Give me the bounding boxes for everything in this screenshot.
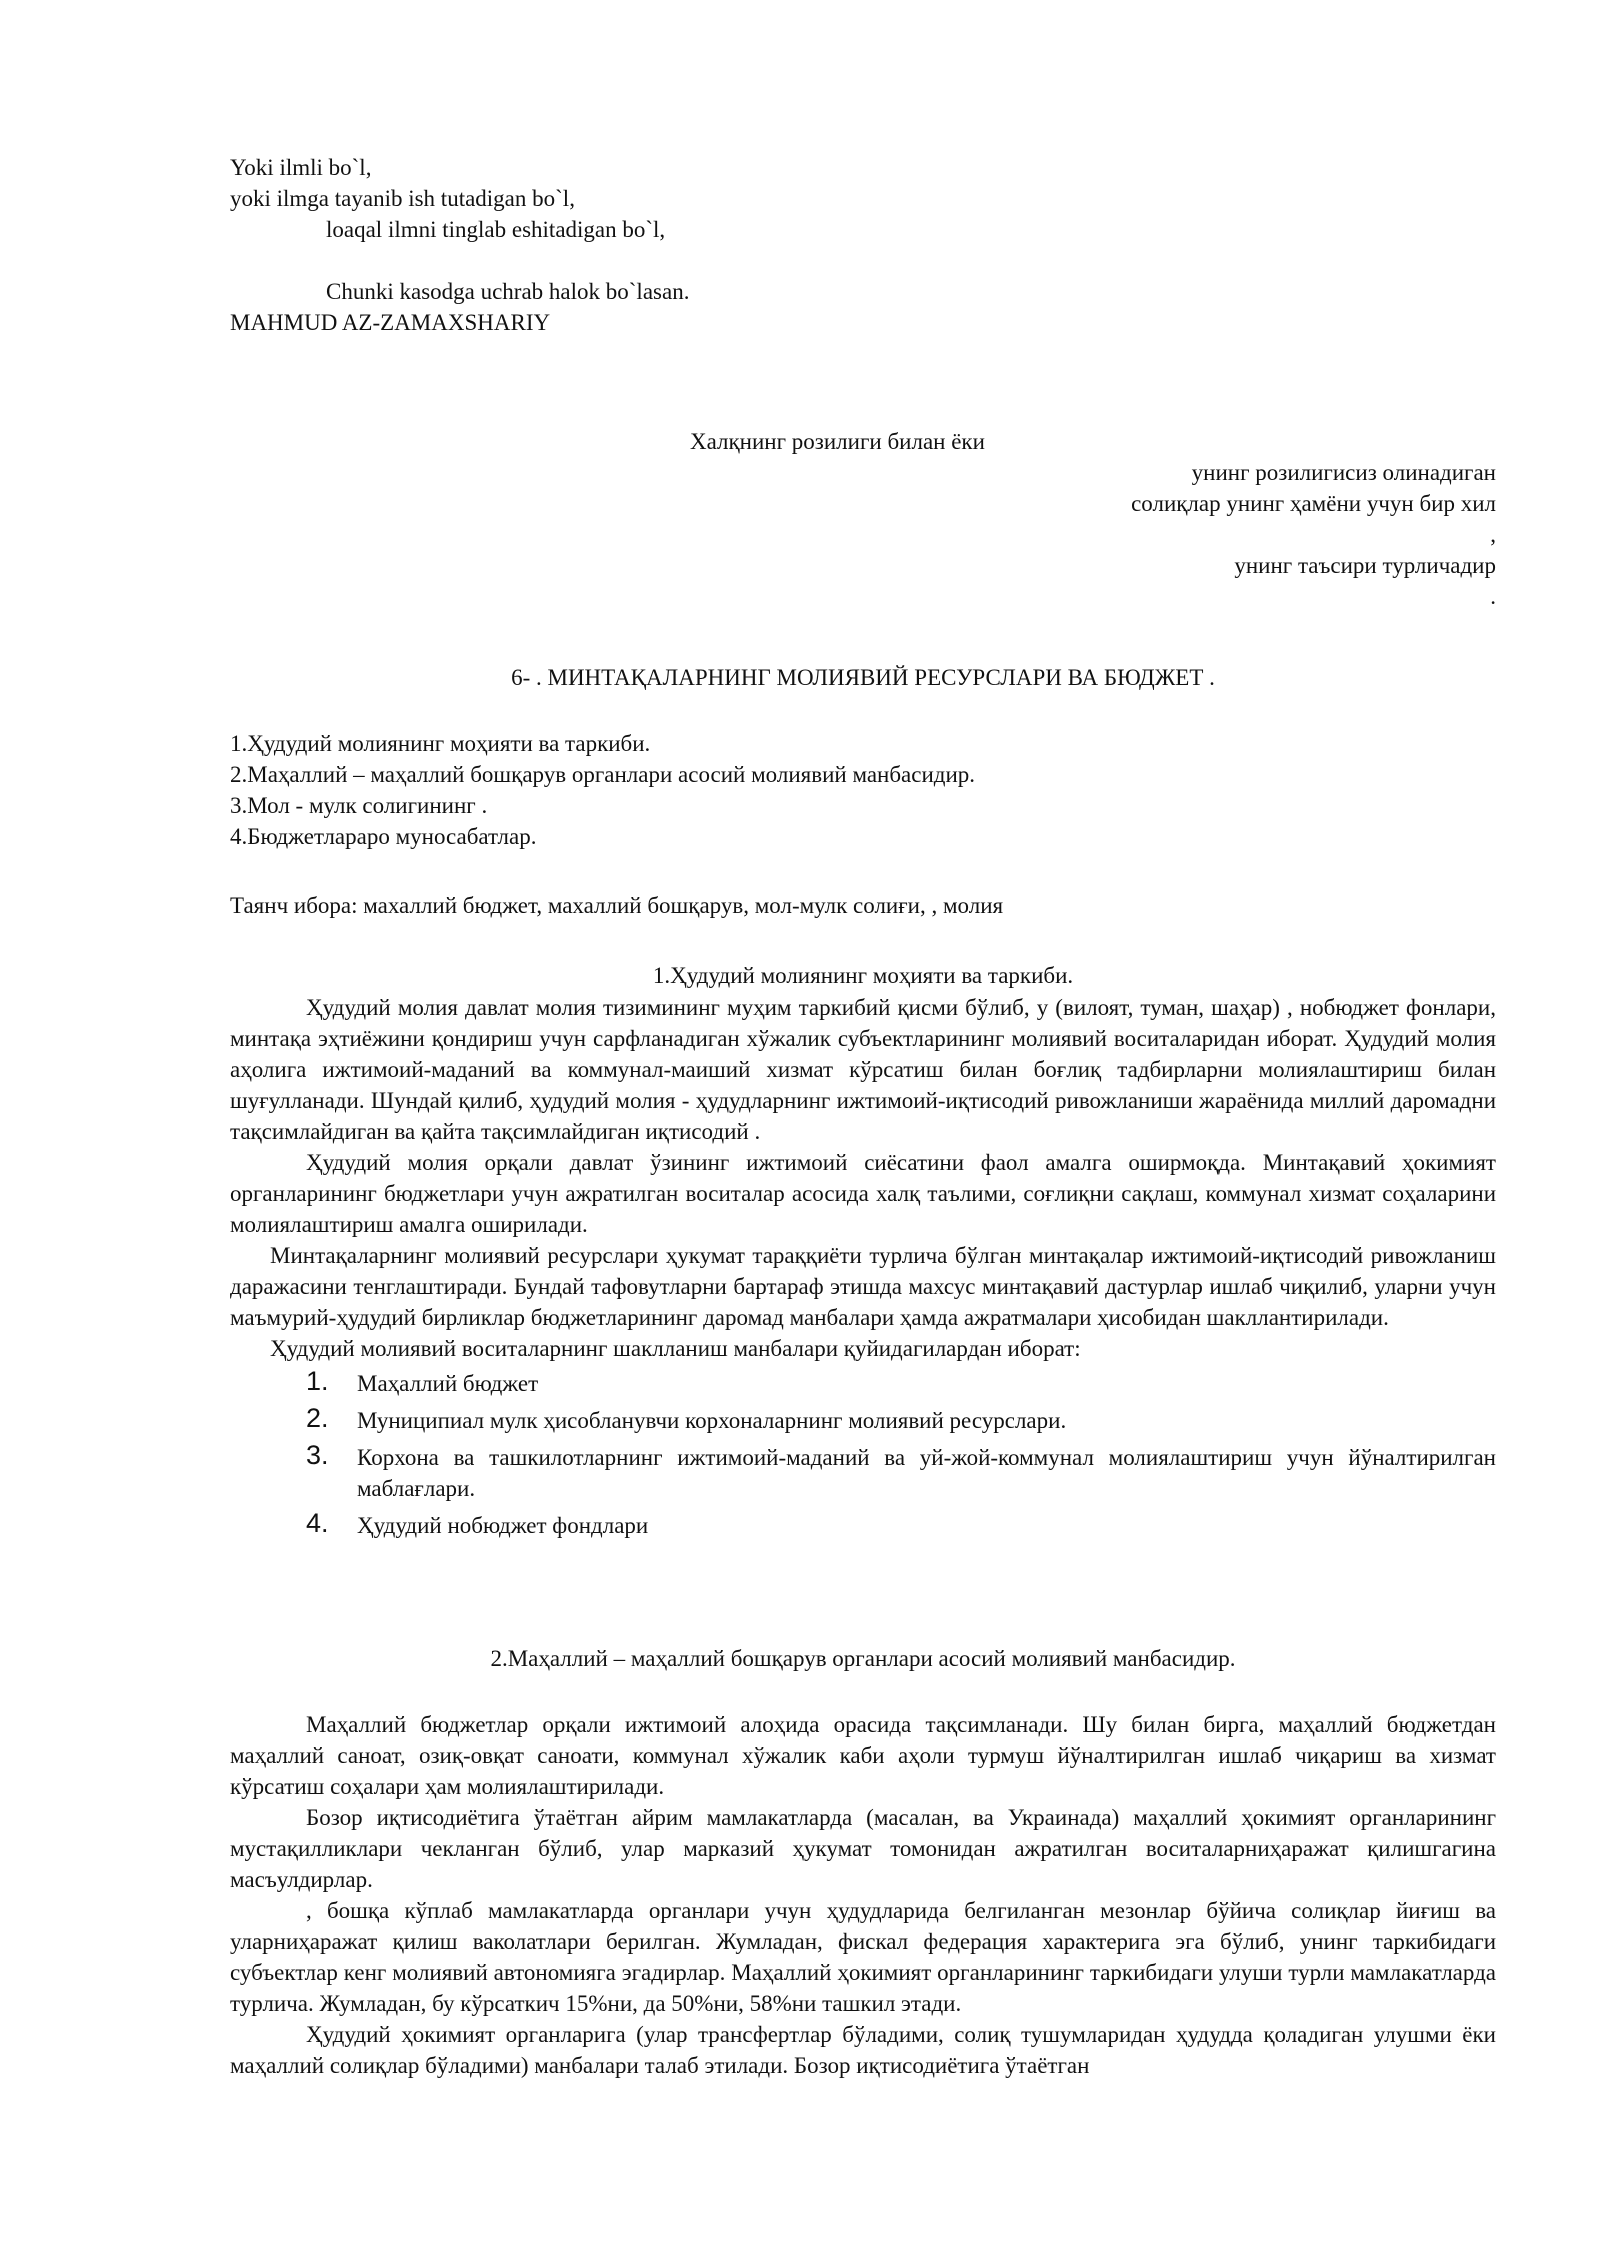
- paragraph: Минтақаларнинг молиявий ресурслари ҳукумат тараққиёти турлича бўлган минтақалар ижтимоий-иқтисодий ривожланиш даражасини тенглаштиради. Бундай тафовутларни бартараф этишда махсус минтақавий дастурлар ишлаб чиқилиб, уларни учун маъмурий-ҳудудий бирликлар бюджетларининг даромад манбалари ҳамда ажратмалари ҳисобидан шакллантирилади.: [230, 1243, 1496, 1330]
- epigraph-line: Yoki ilmli bo`l,: [230, 155, 372, 180]
- plan-item: 4.Бюджетлараро муносабатлар.: [230, 824, 537, 849]
- epigraph-cyrillic: [230, 426, 1496, 612]
- section-heading: 2.Маҳаллий – маҳаллий бошқарув органлари асосий молиявий манбасидир.: [490, 1646, 1236, 1671]
- list-number: 4.: [306, 1508, 329, 1538]
- paragraph: Ҳудудий ҳокимият органларига (улар трансфертлар бўладими, солиқ тушумларидан ҳудудда қоладиган улушми ёки маҳаллий солиқлар бўладими) манбалари талаб этилади. Бозор иқтисодиётига ўтаётган: [230, 2022, 1496, 2078]
- list-item-text: Ҳудудий нобюджет фондлари: [357, 1513, 649, 1538]
- list-number: 1.: [306, 1366, 329, 1396]
- keywords: Таянч ибора: махаллий бюджет, махаллий бошқарув, мол-мулк солиғи, , молия: [230, 893, 1004, 918]
- section1-body: [230, 992, 1496, 1547]
- sources-list: [230, 1368, 1496, 1541]
- list-item: [230, 1510, 1496, 1541]
- list-item: [230, 1405, 1496, 1436]
- list-item-text: Корхона ва ташкилотларнинг ижтимоий-маданий ва уй-жой-коммунал молиялаштириш учун йўналтирилган маблағлари.: [357, 1445, 1496, 1501]
- epigraph-author: MAHMUD AZ-ZAMAXSHARIY: [230, 310, 551, 335]
- list-number: 2.: [306, 1403, 329, 1433]
- section2-body: [230, 1709, 1496, 2081]
- list-item-text: Муниципиал мулк ҳисобланувчи корхоналарнинг молиявий ресурслари.: [357, 1408, 1067, 1433]
- epigraph-line: ,: [1490, 522, 1496, 547]
- epigraph-latin: [230, 152, 1030, 338]
- plan-item: 2.Маҳаллий – маҳаллий бошқарув органлари асосий молиявий манбасидир.: [230, 762, 976, 787]
- epigraph-line: .: [1490, 584, 1496, 609]
- section-heading: 1.Ҳудудий молиянинг моҳияти ва таркиби.: [652, 963, 1074, 988]
- epigraph-line: loaqal ilmni tinglab eshitadigan bo`l,: [326, 217, 666, 242]
- paragraph: Маҳаллий бюджетлар орқали ижтимоий алоҳида орасида тақсимланади. Шу билан бирга, маҳаллий бюджетдан маҳаллий саноат, озиқ-овқат саноати, коммунал хўжалик каби аҳоли турмуш йўналтирилган ишлаб чиқариш ва хизмат кўрсатиш соҳалари ҳам молиялаштирилади.: [230, 1712, 1496, 1799]
- epigraph-line: унинг таъсири турличадир: [1234, 553, 1496, 578]
- list-number: 3.: [306, 1440, 329, 1470]
- list-item: [230, 1442, 1496, 1504]
- epigraph-line: унинг розилигисиз олинадиган: [1191, 460, 1496, 485]
- chapter-title: 6- . МИНТАҚАЛАРНИНГ МОЛИЯВИЙ РЕСУРСЛАРИ ВА БЮДЖЕТ .: [511, 665, 1215, 690]
- list-item-text: Маҳаллий бюджет: [357, 1371, 539, 1396]
- epigraph-line: солиқлар унинг ҳамёни учун бир хил: [1131, 491, 1496, 516]
- epigraph-line: yoki ilmga tayanib ish tutadigan bo`l,: [230, 186, 575, 211]
- plan-list: [230, 728, 1496, 852]
- paragraph: Бозор иқтисодиётига ўтаётган айрим мамлакатларда (масалан, ва Украинада) маҳаллий ҳокимият органларининг мустақилликлари чекланган бўлиб, улар марказий ҳукумат томонидан ажратилган воситаларниҳаражат қилишгагина масъулдирлар.: [230, 1805, 1496, 1892]
- epigraph-line: Chunki kasodga uchrab halok bo`lasan.: [326, 279, 690, 304]
- plan-item: 3.Мол - мулк солигининг .: [230, 793, 488, 818]
- paragraph: Ҳудудий молия давлат молия тизимининг муҳим таркибий қисми бўлиб, у (вилоят, туман, шаҳар) , нобюджет фонлари, минтақа эҳтиёжини қондириш учун сарфланадиган хўжалик субъектларининг молиявий воситаларидан иборат. Ҳудудий молия аҳолига ижтимоий-маданий ва коммунал-маиший хизмат кўрсатиш билан боғлиқ тадбирларни молиялаштириш билан шуғулланади. Шундай қилиб, ҳудудий молия - ҳудудларнинг ижтимоий-иқтисодий ривожланиши жараёнида миллий даромадни тақсимлайдиган ва қайта тақсимлайдиган иқтисодий .: [230, 995, 1496, 1144]
- paragraph: Ҳудудий молия орқали давлат ўзининг ижтимоий сиёсатини фаол амалга оширмоқда. Минтақавий ҳокимият органларининг бюджетлари учун ажратилган воситалар асосида халқ таълими, соғлиқни сақлаш, коммунал хизмат соҳаларини молиялаштириш амалга оширилади.: [230, 1150, 1496, 1237]
- list-item: [230, 1368, 1496, 1399]
- epigraph-line: Халқнинг розилиги билан ёки: [690, 429, 985, 454]
- paragraph: , бошқа кўплаб мамлакатларда органлари учун ҳудудларида белгиланган мезонлар бўйича солиқлар йиғиш ва уларниҳаражат қилиш ваколатлари берилган. Жумладан, фискал федерация характерига эга бўлиб, унинг таркибидаги субъектлар кенг молиявий автономияга эгадирлар. Маҳаллий ҳокимият органларининг таркибидаги улуши турли мамлакатларда турлича. Жумладан, бу кўрсаткич 15%ни, да 50%ни, 58%ни ташкил этади.: [230, 1898, 1496, 2016]
- paragraph: Ҳудудий молиявий воситаларнинг шаклланиш манбалари қуйидагилардан иборат:: [270, 1336, 1081, 1361]
- plan-item: 1.Ҳудудий молиянинг моҳияти ва таркиби.: [230, 731, 651, 756]
